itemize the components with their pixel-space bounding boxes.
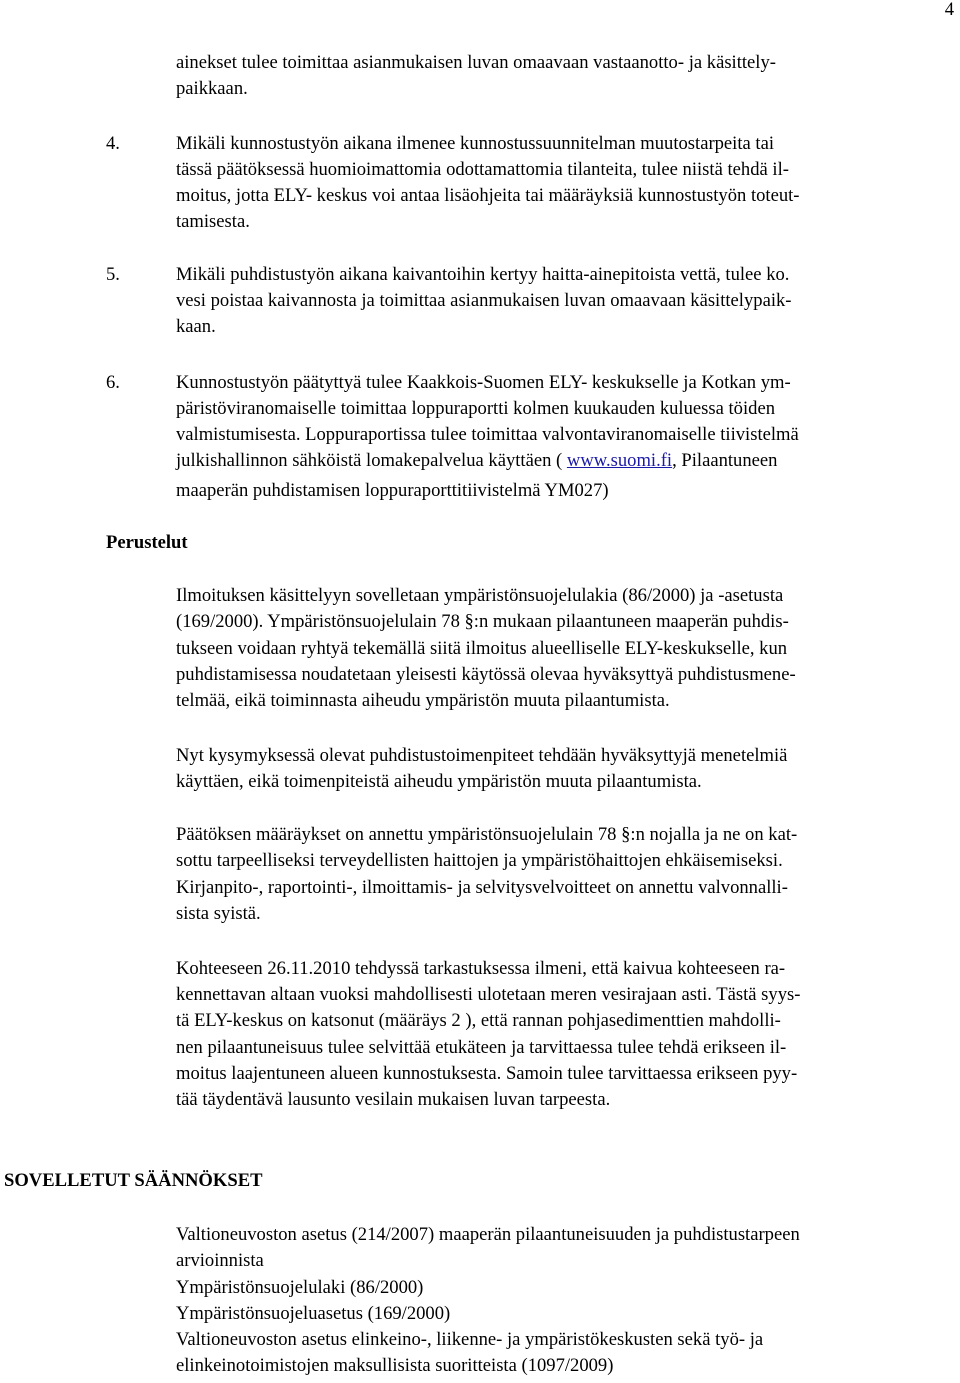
- item-line: päristöviranomaiselle toimittaa loppuraportti kolmen kuukauden kuluessa töiden: [176, 398, 775, 419]
- item-line: Mikäli puhdistustyön aikana kaivantoihin kertyy haitta-ainepitoista vettä, tulee ko.: [176, 264, 790, 285]
- item-line: vesi poistaa kaivannosta ja toimittaa asianmukaisen luvan omaavaan käsittelypaik-: [176, 290, 792, 311]
- item-line: kaan.: [176, 316, 216, 337]
- regulation-line: Valtioneuvoston asetus (214/2007) maaperän pilaantuneisuuden ja puhdistustarpeen: [176, 1224, 800, 1245]
- item-line: tamisesta.: [176, 211, 250, 232]
- intro-line: ainekset tulee toimittaa asianmukaisen luvan omaavaan vastaanotto- ja käsittely-: [176, 52, 776, 73]
- paragraph-line: nen pilaantuneisuus tulee selvittää etukäteen ja tarvittaessa tulee tehdä erikseen il-: [176, 1037, 787, 1058]
- paragraph-line: Päätöksen määräykset on annettu ympäristönsuojelulain 78 §:n nojalla ja ne on kat-: [176, 824, 798, 845]
- item-line: moitus, jotta ELY- keskus voi antaa lisäohjeita tai määräyksiä kunnostustyön toteut-: [176, 185, 800, 206]
- paragraph-line: Kirjanpito-, raportointi-, ilmoittamis- ja selvitysvelvoitteet on annettu valvonnalli-: [176, 877, 788, 898]
- paragraph-line: Kohteeseen 26.11.2010 tehdyssä tarkastuksessa ilmeni, että kaivua kohteeseen ra-: [176, 958, 786, 979]
- intro-line: paikkaan.: [176, 78, 248, 99]
- item-line-with-link: [176, 448, 777, 474]
- item-number: 6.: [106, 372, 120, 393]
- item-number: 4.: [106, 133, 120, 154]
- paragraph-line: tä ELY-keskus on katsonut (määräys 2 ), että rannan pohjasedimenttien mahdolli-: [176, 1010, 781, 1031]
- paragraph-line: kennettavan altaan vuoksi mahdollisesti ulotetaan meren vesirajaan asti. Tästä syys-: [176, 984, 801, 1005]
- paragraph-line: käyttäen, eikä toimenpiteistä aiheudu ympäristön muuta pilaantumista.: [176, 771, 702, 792]
- paragraph-line: (169/2000). Ympäristönsuojelulain 78 §:n mukaan pilaantuneen maaperän puhdis-: [176, 611, 789, 632]
- paragraph-line: puhdistamisessa noudatetaan yleisesti käytössä olevaa hyväksyttyä puhdistusmene-: [176, 664, 796, 685]
- page-number: 4: [944, 0, 954, 20]
- paragraph-line: Nyt kysymyksessä olevat puhdistustoimenpiteet tehdään hyväksyttyjä menetelmiä: [176, 745, 788, 766]
- suomi-fi-link[interactable]: www.suomi.fi: [566, 450, 673, 471]
- regulation-line: Ympäristönsuojelulaki (86/2000): [176, 1277, 424, 1298]
- item-line: Kunnostustyön päätyttyä tulee Kaakkois-Suomen ELY- keskukselle ja Kotkan ym-: [176, 372, 791, 393]
- paragraph-line: moitus laajentuneen alueen kunnostuksesta. Samoin tulee tarvittaessa erikseen pyy-: [176, 1063, 798, 1084]
- sovelletut-heading: SOVELLETUT SÄÄNNÖKSET: [4, 1170, 263, 1191]
- item-line: valmistumisesta. Loppuraportissa tulee toimittaa valvontaviranomaiselle tiivistelmä: [176, 424, 799, 445]
- item-line: tässä päätöksessä huomioimattomia odottamattomia tilanteita, tulee niistä tehdä il-: [176, 159, 789, 180]
- paragraph-line: telmää, eikä toiminnasta aiheudu ympäristön muuta pilaantumista.: [176, 690, 670, 711]
- regulation-line: Ympäristönsuojeluasetus (169/2000): [176, 1303, 451, 1324]
- perustelut-heading: Perustelut: [106, 532, 188, 553]
- paragraph-line: Ilmoituksen käsittelyyn sovelletaan ympäristönsuojelulakia (86/2000) ja -asetusta: [176, 585, 784, 606]
- regulation-line: Valtioneuvoston asetus elinkeino-, liikenne- ja ympäristökeskusten sekä työ- ja: [176, 1329, 764, 1350]
- paragraph-line: sottu tarpeelliseksi terveydellisten haittojen ja ympäristöhaittojen ehkäisemiseksi.: [176, 850, 783, 871]
- item-line: maaperän puhdistamisen loppuraporttitiivistelmä YM027): [176, 480, 609, 501]
- item-line-text: julkishallinnon sähköistä lomakepalvelua käyttäen (: [176, 450, 567, 471]
- item-line: Mikäli kunnostustyön aikana ilmenee kunnostussuunnitelman muutostarpeita tai: [176, 133, 775, 154]
- regulation-line: arvioinnista: [176, 1250, 264, 1271]
- paragraph-line: tukseen voidaan ryhtyä tekemällä siitä ilmoitus alueelliselle ELY-keskukselle, kun: [176, 638, 788, 659]
- item-number: 5.: [106, 264, 120, 285]
- regulation-line: elinkeinotoimistojen maksullisista suoritteista (1097/2009): [176, 1355, 614, 1376]
- item-line-text: , Pilaantuneen: [672, 450, 778, 471]
- paragraph-line: sista syistä.: [176, 903, 261, 924]
- paragraph-line: tää täydentävä lausunto vesilain mukaisen luvan tarpeesta.: [176, 1089, 611, 1110]
